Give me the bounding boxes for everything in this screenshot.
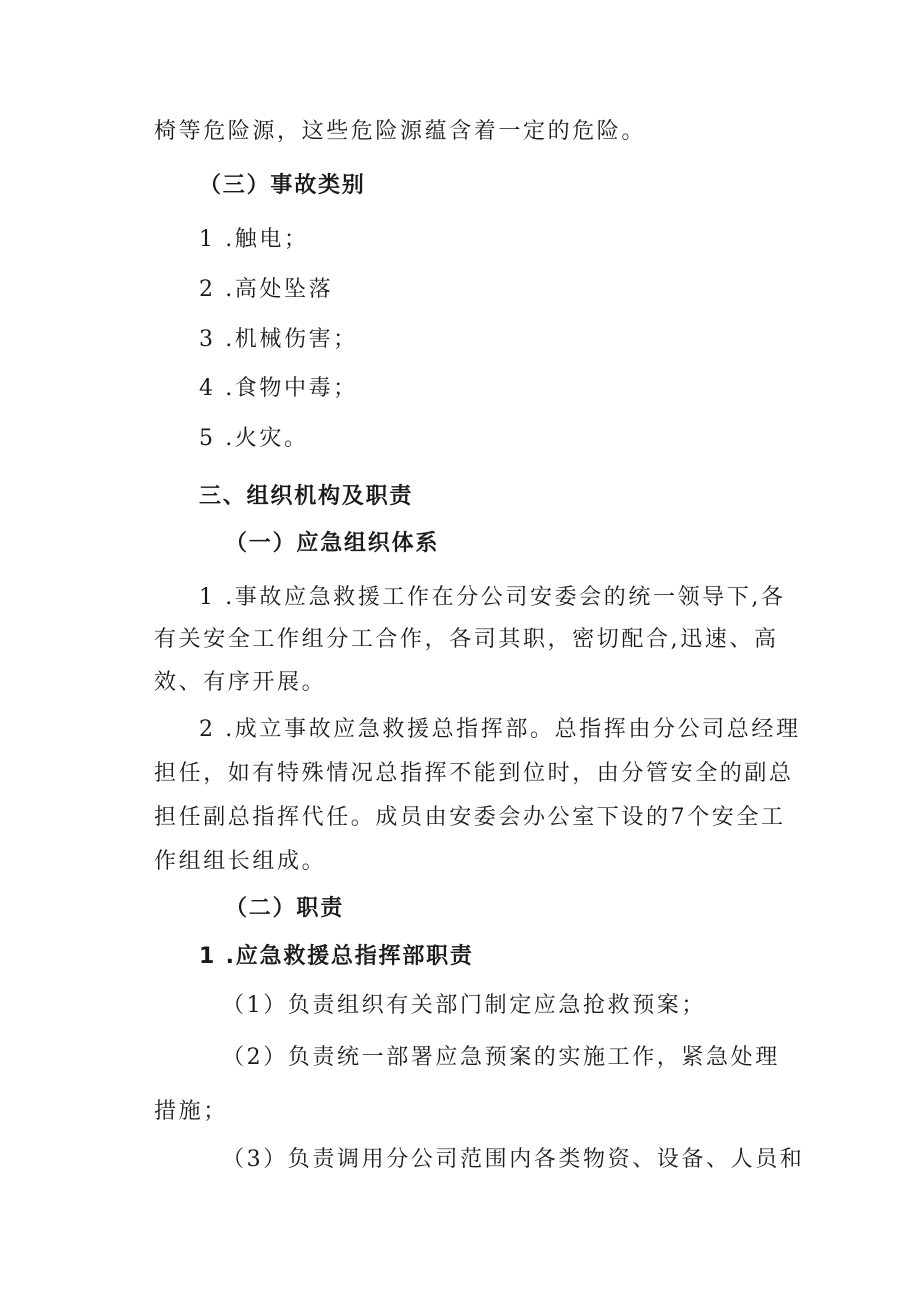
paragraph-line: 2 .成立事故应急救援总指挥部。总指挥由分公司总经理 [199, 717, 801, 742]
duty-item: （3）负责调用分公司范围内各类物资、设备、人员和 [222, 1147, 805, 1172]
paragraph-line: 作组组长组成。 [154, 849, 327, 874]
paragraph-line: 担任，如有特殊情况总指挥不能到位时，由分管安全的副总 [154, 761, 794, 786]
list-item: 2 .高处坠落 [199, 277, 334, 302]
paragraph-line: 有关安全工作组分工合作，各司其职，密切配合,迅速、高 [154, 627, 779, 652]
paragraph-line: 担任副总指挥代任。成员由安委会办公室下设的7个安全工 [154, 805, 786, 830]
paragraph-line: 1 .事故应急救援工作在分公司安委会的统一领导下,各 [199, 585, 786, 610]
duty-item: （1）负责组织有关部门制定应急抢救预案； [222, 993, 706, 1018]
list-item: 5 .火灾。 [199, 426, 309, 451]
body-text-line: 椅等危险源，这些危险源蕴含着一定的危险。 [154, 119, 647, 144]
list-item: 4 .食物中毒； [199, 376, 358, 401]
chapter-heading-organization: 三、组织机构及职责 [199, 484, 414, 509]
section-heading-duties: （二）职责 [225, 896, 345, 921]
section-heading-accident-types: （三）事故类别 [199, 173, 366, 198]
duty-item-continuation: 措施； [154, 1099, 228, 1124]
duty-item: （2）负责统一部署应急预案的实施工作，紧急处理 [222, 1045, 780, 1070]
list-item: 3 .机械伤害； [199, 327, 358, 352]
paragraph-line: 效、有序开展。 [154, 670, 327, 695]
section-heading-emergency-system: （一）应急组织体系 [225, 531, 440, 556]
list-item: 1 .触电； [199, 227, 309, 252]
subheading-command-duties: 1 .应急救援总指挥部职责 [199, 944, 474, 969]
